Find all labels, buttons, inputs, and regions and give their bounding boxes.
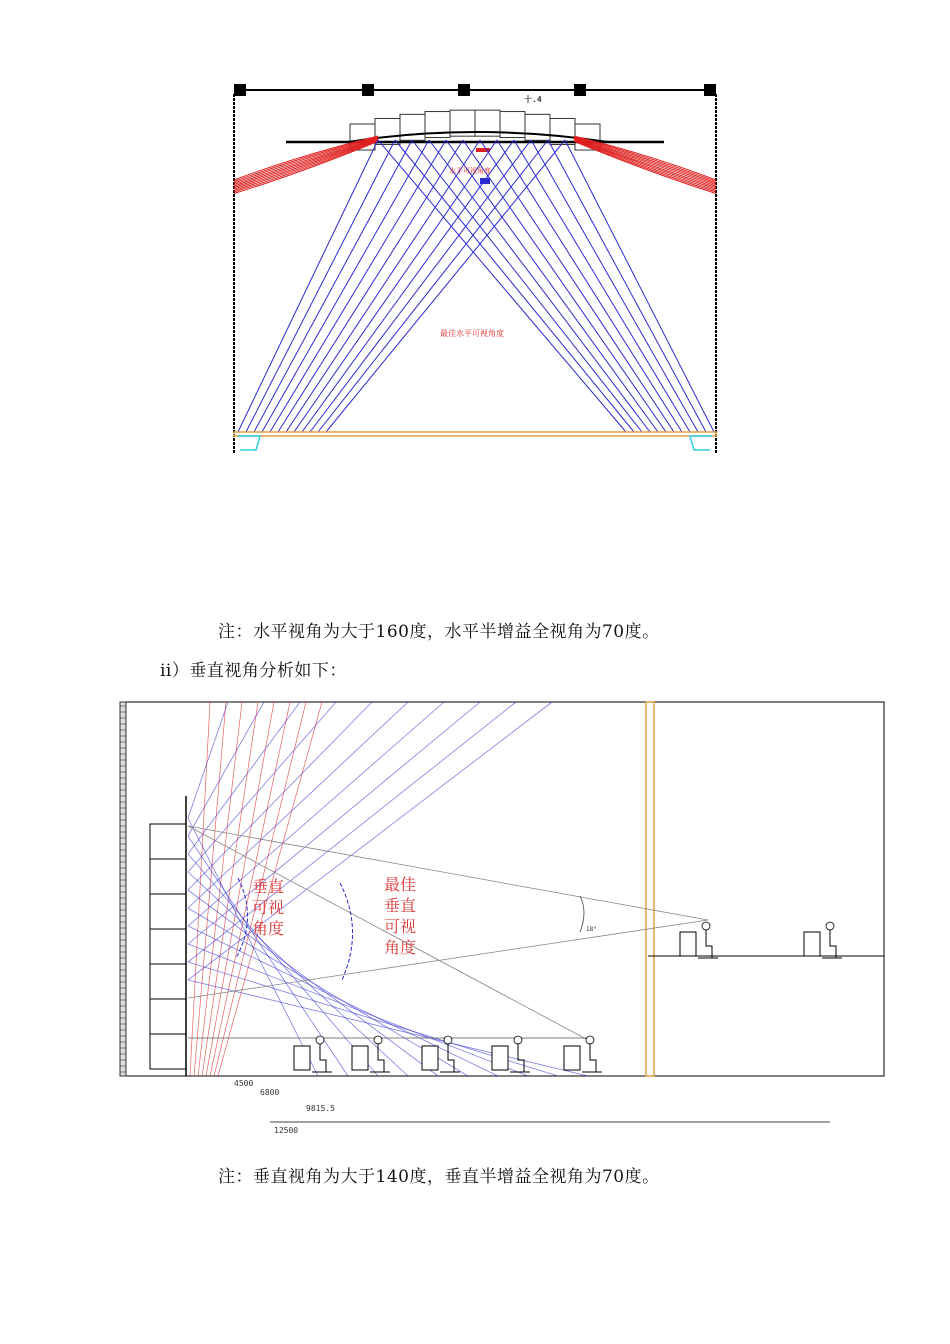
blue-ray — [310, 140, 531, 432]
best-angle-arc — [340, 883, 353, 980]
vertical-angle-diagram — [118, 698, 888, 1138]
vertical-angle-label — [248, 876, 288, 939]
blue-ray-up — [188, 702, 552, 980]
blue-ray-up — [188, 702, 480, 944]
person-head — [316, 1036, 324, 1044]
blue-ray — [463, 140, 666, 432]
column-block — [704, 84, 716, 96]
blue-ray — [254, 140, 412, 432]
blue-ray — [262, 140, 429, 432]
person-body — [830, 930, 836, 958]
desk — [564, 1046, 580, 1070]
best-horizontal-angle-label: 最佳水平可视角度 — [440, 329, 504, 338]
blue-ray — [246, 140, 395, 432]
blue-ray-down — [188, 926, 498, 1076]
best-vertical-angle-label-line: 角度 — [383, 938, 416, 957]
desk — [352, 1046, 368, 1070]
vertical-angle-label-line: 可视 — [251, 898, 284, 917]
red-ray — [190, 702, 210, 1076]
dimension-4500: 4500 — [234, 1079, 254, 1088]
blue-ray — [270, 140, 446, 432]
person-head — [702, 922, 710, 930]
vertical-note: 注：垂直视角为大于140度，垂直半增益全视角为70度。 — [218, 1167, 660, 1187]
blue-ray-up — [188, 702, 408, 908]
door-left — [238, 436, 260, 450]
person-body — [320, 1044, 326, 1072]
blue-ray — [326, 140, 565, 432]
floor-line — [234, 432, 716, 436]
blue-ray — [378, 140, 626, 432]
column-block — [234, 84, 246, 96]
blue-ray — [278, 140, 463, 432]
red-ray-right — [574, 138, 716, 186]
pillar — [646, 702, 654, 1076]
blue-ray — [480, 140, 674, 432]
red-ray-right — [574, 140, 716, 190]
top-mark-label: 十.4 — [524, 95, 542, 104]
dimension-12500: 12500 — [274, 1126, 299, 1135]
speaker-module — [550, 118, 575, 144]
vertical-angle-figure — [118, 698, 888, 1138]
person-head — [444, 1036, 452, 1044]
person-body — [448, 1044, 454, 1072]
column-block — [574, 84, 586, 96]
blue-ray — [286, 140, 480, 432]
blue-ray — [302, 140, 514, 432]
person-body — [378, 1044, 384, 1072]
red-ray-right — [574, 140, 716, 189]
blue-ray — [497, 140, 682, 432]
horizontal-angle-diagram — [228, 80, 724, 458]
blue-ray-up — [188, 702, 336, 872]
red-ray — [194, 702, 226, 1076]
vertical-angle-label-line: 垂直 — [251, 877, 284, 896]
red-ray-left — [234, 139, 378, 188]
blue-ray-up — [188, 702, 300, 854]
speaker-cabinet — [150, 1034, 186, 1069]
red-ray-right — [574, 139, 716, 188]
blue-ray — [429, 140, 650, 432]
speaker-module — [525, 114, 550, 140]
column-block — [362, 84, 374, 96]
speaker-cabinet — [150, 824, 186, 859]
blue-ray-up — [188, 702, 372, 890]
desk — [680, 932, 696, 956]
person-head — [586, 1036, 594, 1044]
blue-ray — [446, 140, 658, 432]
speaker-cabinet — [150, 894, 186, 929]
vertical-angle-label-line: 角度 — [251, 919, 284, 938]
dimension-6800: 6800 — [260, 1088, 280, 1097]
speaker-cabinet — [150, 929, 186, 964]
red-ray-left — [234, 138, 378, 186]
desk — [492, 1046, 508, 1070]
desk — [294, 1046, 310, 1070]
desk — [422, 1046, 438, 1070]
best-vertical-angle-label — [380, 874, 420, 958]
person-head — [374, 1036, 382, 1044]
angle-mark: 18° — [586, 926, 597, 933]
blue-ray — [531, 140, 698, 432]
column-block — [458, 84, 470, 96]
person-head — [826, 922, 834, 930]
red-ray-left — [234, 140, 378, 189]
speaker-module — [400, 114, 425, 140]
speaker-cabinet — [150, 964, 186, 999]
person-body — [590, 1044, 596, 1072]
blue-ray — [395, 140, 634, 432]
blue-ray — [294, 140, 497, 432]
best-vertical-angle-label-line: 可视 — [383, 917, 416, 936]
best-vertical-angle-label-line: 最佳 — [383, 875, 416, 894]
speaker-cabinet — [150, 859, 186, 894]
blue-ray-down — [188, 980, 588, 1076]
desk — [804, 932, 820, 956]
horizontal-note: 注：水平视角为大于160度，水平半增益全视角为70度。 — [218, 622, 660, 642]
left-wall — [120, 702, 126, 1076]
red-ray-left — [234, 138, 378, 185]
person-body — [518, 1044, 524, 1072]
blue-marker — [480, 178, 490, 184]
blue-ray — [548, 140, 706, 432]
dimension-9815: 9815.5 — [306, 1104, 335, 1113]
angle-18-arc — [580, 896, 584, 932]
red-ray — [198, 702, 242, 1076]
horizontal-angle-label: 水平可视角度 — [449, 167, 491, 175]
blue-ray-up — [188, 702, 264, 836]
person-head — [514, 1036, 522, 1044]
blue-ray — [318, 140, 548, 432]
door-right — [690, 436, 712, 450]
blue-ray — [514, 140, 690, 432]
best-vertical-angle-label-line: 垂直 — [383, 896, 416, 915]
horizontal-angle-figure — [228, 80, 724, 458]
red-ray-left — [234, 140, 378, 190]
speaker-cabinet — [150, 999, 186, 1034]
blue-ray — [412, 140, 642, 432]
vertical-section-heading: ii）垂直视角分析如下： — [160, 661, 347, 681]
person-body — [706, 930, 712, 958]
